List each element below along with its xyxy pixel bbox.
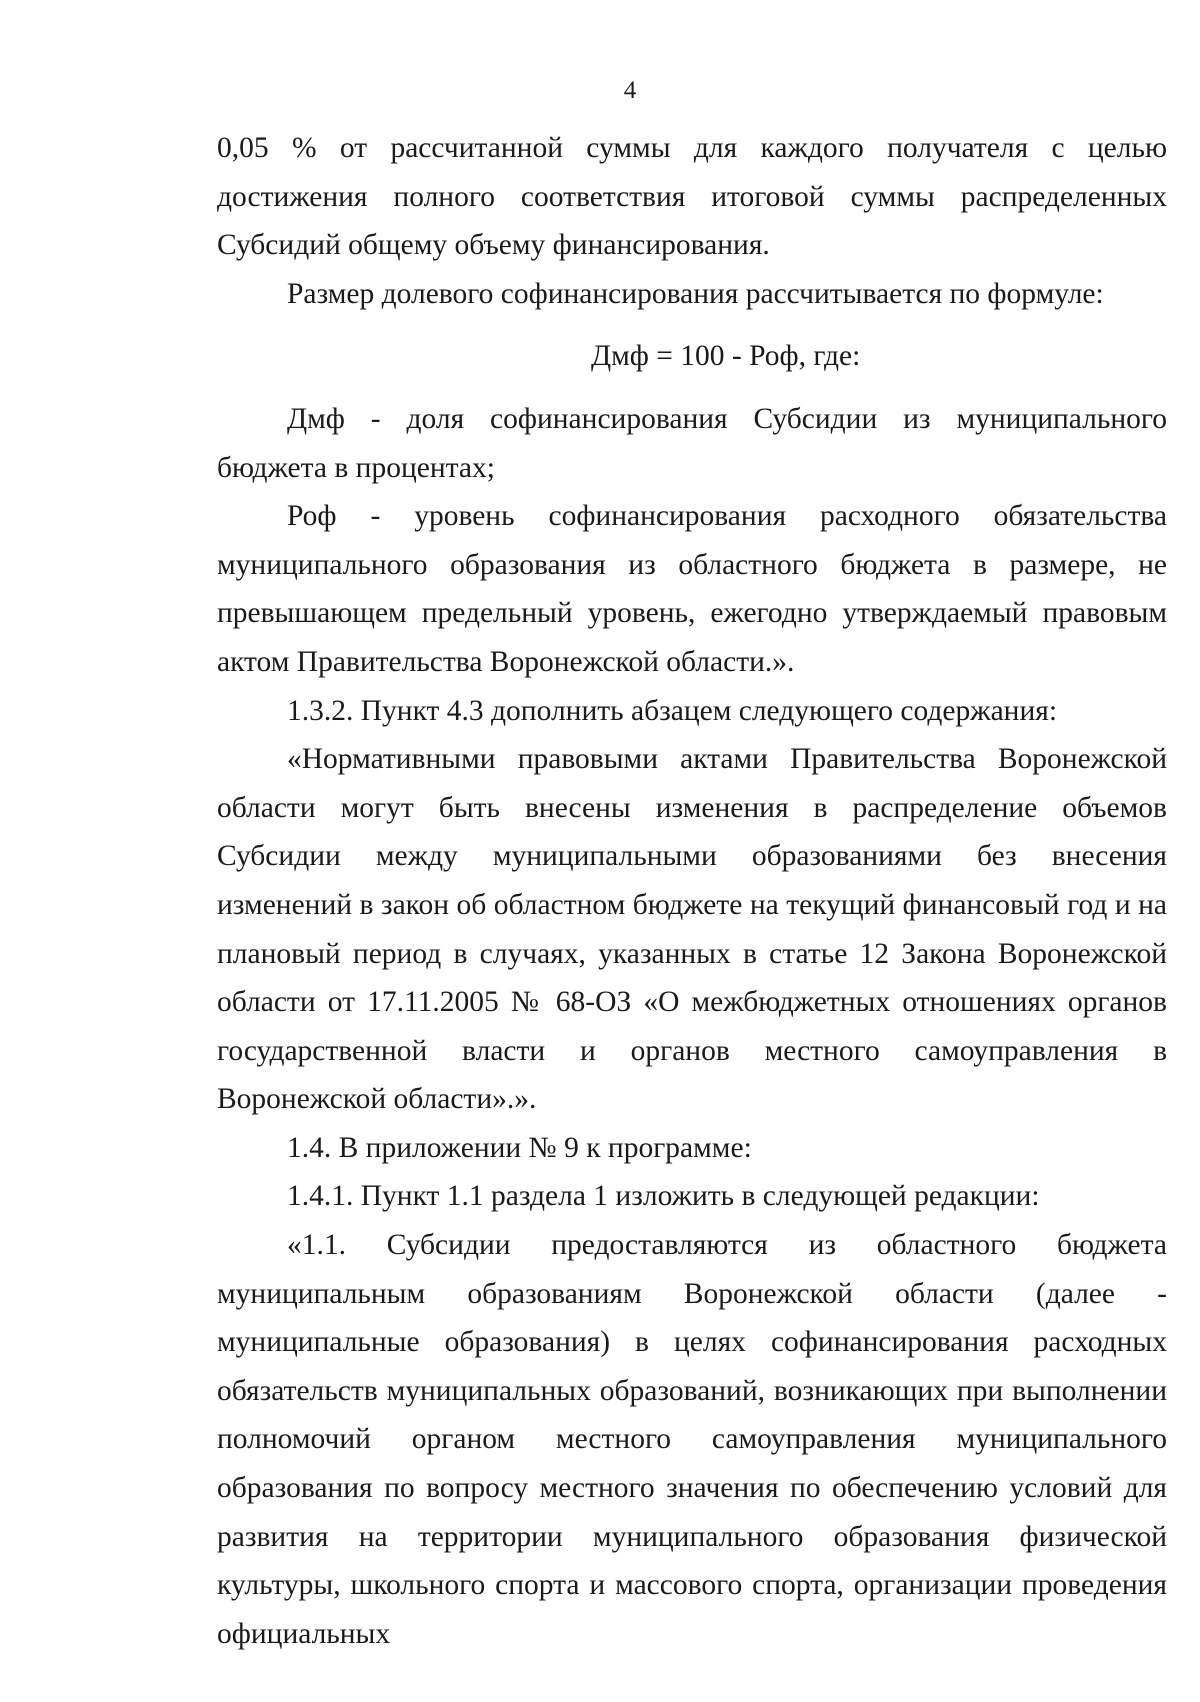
document-body xyxy=(217,124,1167,1658)
paragraph-continuation: 0,05 % от рассчитанной суммы для каждого получателя с целью достижения полного соответствия итоговой суммы распределенных Субсидий общему объему финансирования. xyxy=(217,132,1167,262)
paragraph-1-4-1: 1.4.1. Пункт 1.1 раздела 1 изложить в следующей редакции: xyxy=(287,1180,1040,1213)
paragraph-1-3-2: 1.3.2. Пункт 4.3 дополнить абзацем следующего содержания: xyxy=(287,694,1058,727)
paragraph-dmf-definition: Дмф - доля софинансирования Субсидии из муниципального бюджета в процентах; xyxy=(217,402,1167,484)
paragraph-rof-definition: Роф - уровень софинансирования расходного обязательства муниципального образования из областного бюджета в размере, не превышающем предельный уровень, ежегодно утверждаемый правовым актом Правительства Воронежской области.». xyxy=(217,500,1167,678)
paragraph-quote-normative: «Нормативными правовыми актами Правительства Воронежской области могут быть внесены изменения в распределение объемов Субсидии между муниципальными образованиями без внесения изменений в закон об областном бюджете на текущий финансовый год и на плановый период в случаях, указанных в статье 12 Закона Воронежской области от 17.11.2005 № 68-ОЗ «О межбюджетных отношениях органов государственной власти и органов местного самоуправления в Воронежской области».». xyxy=(217,743,1167,1116)
formula: Дмф = 100 - Роф, где: xyxy=(591,340,861,373)
page-number: 4 xyxy=(623,77,637,104)
paragraph-1-4: 1.4. В приложении № 9 к программе: xyxy=(287,1131,752,1164)
paragraph-quote-1-1: «1.1. Субсидии предоставляются из областного бюджета муниципальным образованиям Воронежской области (далее - муниципальные образования) в целях софинансирования расходных обязательств муниципальных образований, возникающих при выполнении полномочий органом местного самоуправления муниципального образования по вопросу местного значения по обеспечению условий для развития на территории муниципального образования физической культуры, школьного спорта и массового спорта, организации проведения официальных xyxy=(217,1229,1167,1650)
paragraph-formula-intro: Размер долевого софинансирования рассчитывается по формуле: xyxy=(287,277,1104,310)
